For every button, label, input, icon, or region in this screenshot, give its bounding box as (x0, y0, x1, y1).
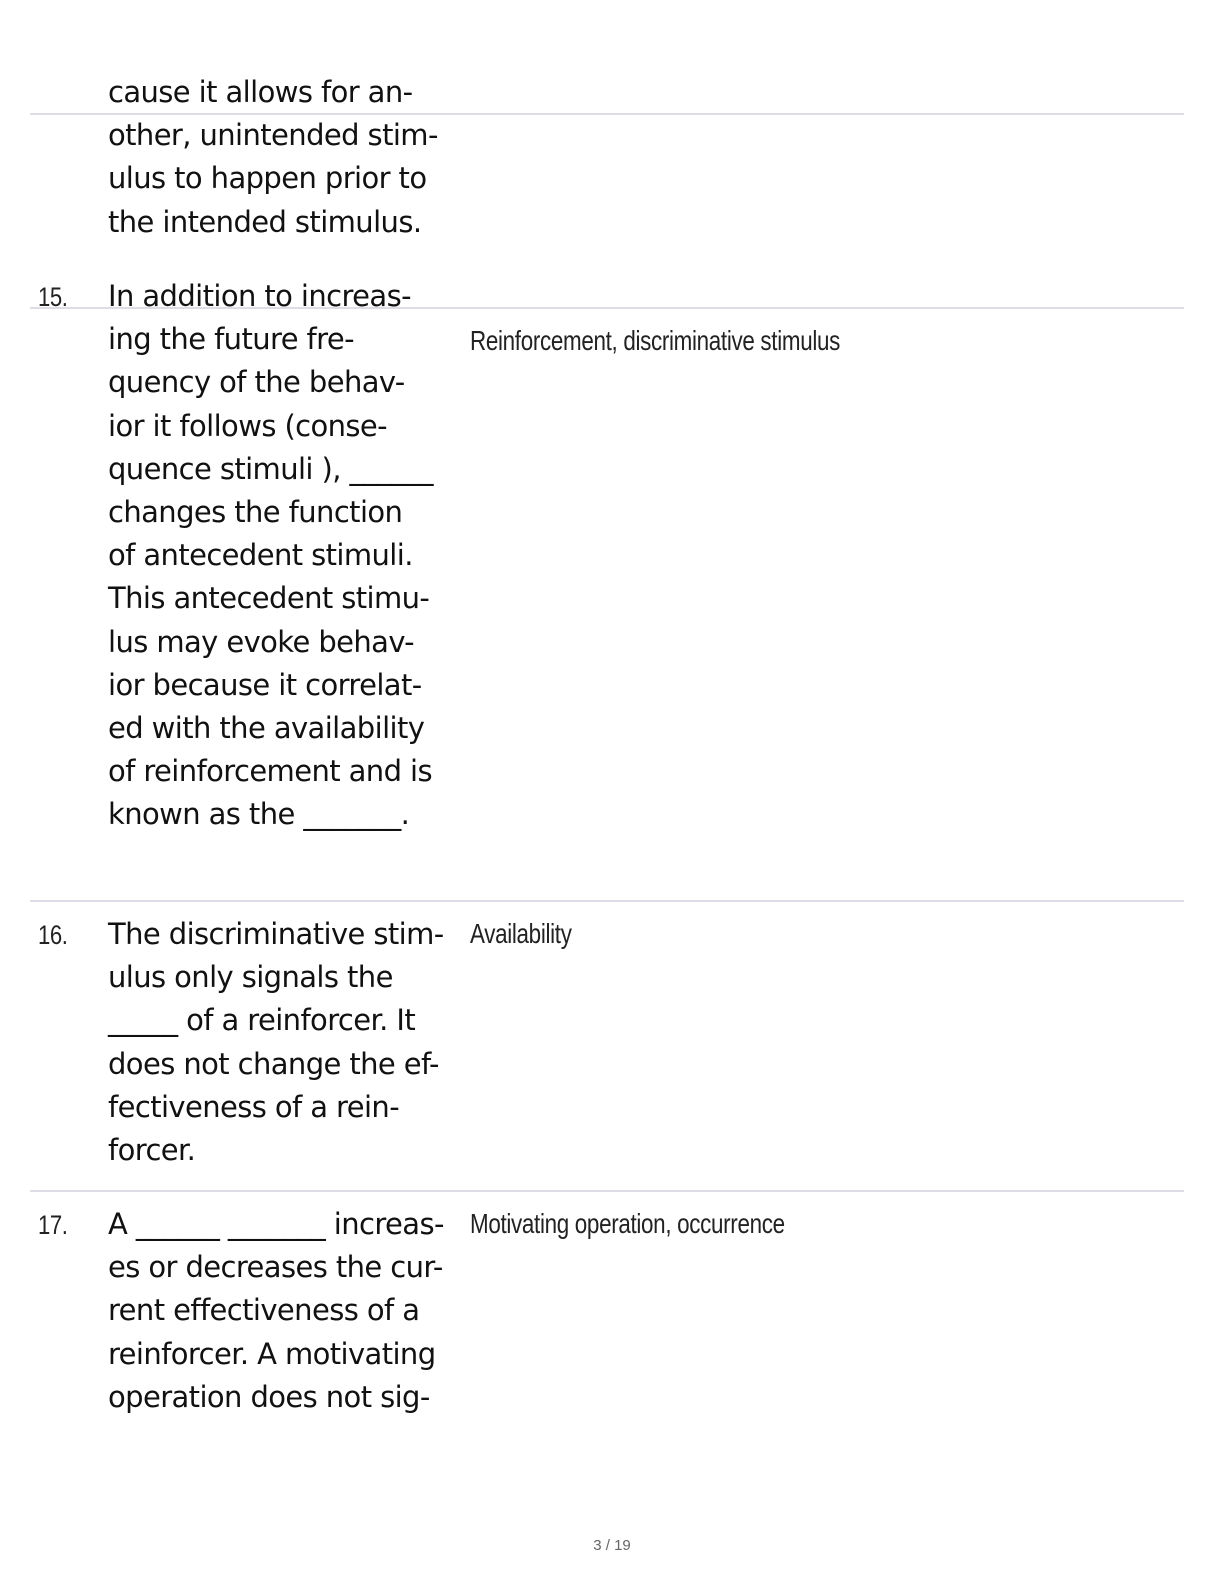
question-text: The discriminative stim- ulus only signals the _____ of a reinforcer. It does not change the ef- fectiveness of a rein- forcer. (108, 917, 444, 1168)
item-number: 15. (38, 282, 68, 312)
question-text: In addition to increas- ing the future fre- quency of the behav- ior it follows (conse- quence stimuli ), ______ changes the function of antecedent stimuli. This antecedent stimu- lus may evoke behav- ior because it correlat- ed with the availability of reinforcement and is known as the _______. (108, 279, 433, 832)
answer-text: Motivating operation, occurrence (470, 1208, 785, 1239)
question-text: cause it allows for an- other, unintended stim- ulus to happen prior to the intended stimulus. (108, 75, 438, 239)
item-number: 17. (38, 1210, 68, 1240)
page-number: 3 / 19 (593, 1537, 631, 1554)
answer-text: Availability (470, 918, 572, 949)
row-divider (30, 1190, 1184, 1192)
question-text: A ______ _______ increas- es or decreases the cur- rent effectiveness of a reinforcer. A motivating operation does not sig- (108, 1207, 444, 1414)
answer-text: Reinforcement, discriminative stimulus (470, 325, 841, 356)
item-number: 16. (38, 920, 68, 950)
row-divider (30, 900, 1184, 902)
